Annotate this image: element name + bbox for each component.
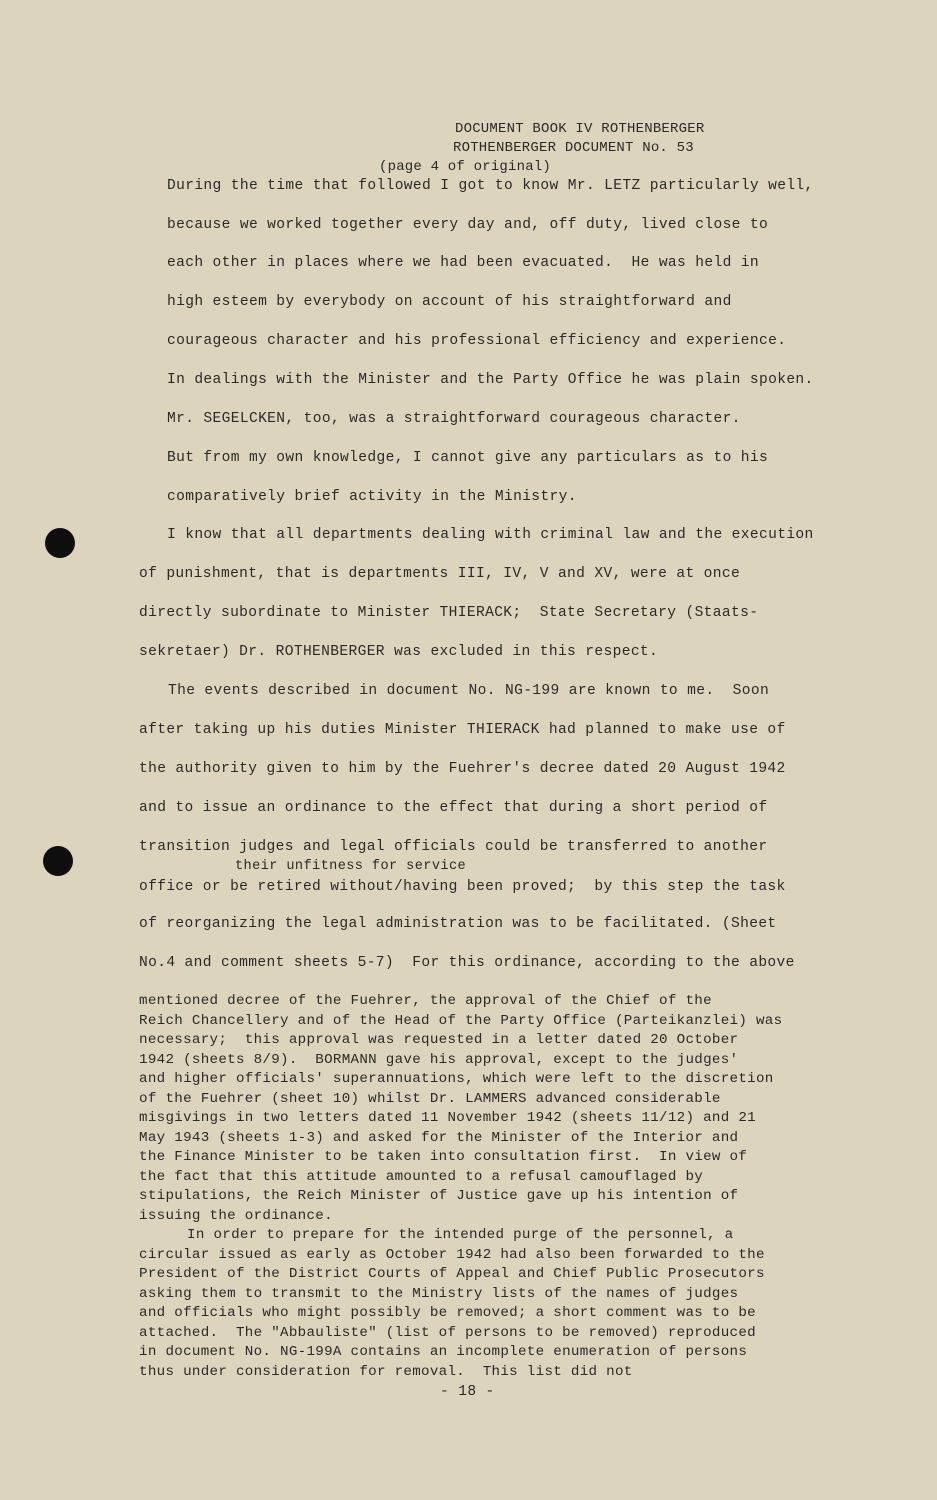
punch-hole-top — [45, 528, 75, 558]
body-line: In dealings with the Minister and the Party Office he was plain spoken. — [167, 372, 814, 388]
body-line: directly subordinate to Minister THIERACK; State Secretary (Staats- — [139, 605, 759, 621]
body-line: office or be retired without/having been proved; by this step the task — [139, 879, 786, 895]
header-line-2: ROTHENBERGER DOCUMENT No. 53 — [453, 140, 694, 156]
body-line: of reorganizing the legal administration was to be facilitated. (Sheet — [139, 916, 777, 932]
body-line: circular issued as early as October 1942 had also been forwarded to the — [139, 1247, 765, 1263]
body-line: and officials who might possibly be removed; a short comment was to be — [139, 1305, 756, 1321]
body-line: Reich Chancellery and of the Head of the Party Office (Parteikanzlei) was — [139, 1013, 783, 1029]
body-line: The events described in document No. NG-199 are known to me. Soon — [168, 683, 770, 699]
body-line: the authority given to him by the Fuehrer's decree dated 20 August 1942 — [139, 761, 786, 777]
header-line-1: DOCUMENT BOOK IV ROTHENBERGER — [455, 121, 705, 137]
body-line: courageous character and his professional efficiency and experience. — [167, 333, 787, 349]
page-number: - 18 - — [440, 1384, 495, 1400]
interlinear-insertion: their unfitness for service — [235, 859, 467, 874]
body-line: comparatively brief activity in the Ministry. — [167, 489, 577, 505]
body-line: Mr. SEGELCKEN, too, was a straightforward courageous character. — [167, 411, 741, 427]
body-line: thus under consideration for removal. This list did not — [139, 1364, 633, 1380]
body-line: No.4 and comment sheets 5-7) For this ordinance, according to the above — [139, 955, 795, 971]
body-line: attached. The "Abbauliste" (list of persons to be removed) reproduced — [139, 1325, 756, 1341]
body-line: and to issue an ordinance to the effect that during a short period of — [139, 800, 768, 816]
body-line: after taking up his duties Minister THIERACK had planned to make use of — [139, 722, 786, 738]
body-line: because we worked together every day and, off duty, lived close to — [167, 217, 769, 233]
body-line: But from my own knowledge, I cannot give any particulars as to his — [167, 450, 769, 466]
body-line: During the time that followed I got to know Mr. LETZ particularly well, — [167, 178, 814, 194]
header-line-3: (page 4 of original) — [379, 159, 552, 175]
body-line: each other in places where we had been evacuated. He was held in — [167, 255, 759, 271]
body-line: mentioned decree of the Fuehrer, the approval of the Chief of the — [139, 993, 712, 1009]
body-line: and higher officials' superannuations, which were left to the discretion — [139, 1071, 774, 1087]
body-line: misgivings in two letters dated 11 November 1942 (sheets 11/12) and 21 — [139, 1110, 756, 1126]
body-line: the Finance Minister to be taken into consultation first. In view of — [139, 1149, 748, 1165]
body-line: May 1943 (sheets 1-3) and asked for the Minister of the Interior and — [139, 1130, 739, 1146]
body-line: the fact that this attitude amounted to a refusal camouflaged by — [139, 1169, 704, 1185]
body-line: of punishment, that is departments III, IV, V and XV, were at once — [139, 566, 741, 582]
punch-hole-bottom — [43, 846, 73, 876]
body-line: of the Fuehrer (sheet 10) whilst Dr. LAMMERS advanced considerable — [139, 1091, 721, 1107]
body-line: I know that all departments dealing with criminal law and the execution — [167, 527, 814, 543]
body-line: necessary; this approval was requested in a letter dated 20 October — [139, 1032, 739, 1048]
body-line: sekretaer) Dr. ROTHENBERGER was excluded in this respect. — [139, 644, 659, 660]
body-line: In order to prepare for the intended purge of the personnel, a — [187, 1227, 734, 1243]
body-line: high esteem by everybody on account of his straightforward and — [167, 294, 732, 310]
body-line: stipulations, the Reich Minister of Justice gave up his intention of — [139, 1188, 739, 1204]
body-line: President of the District Courts of Appeal and Chief Public Prosecutors — [139, 1266, 765, 1282]
body-line: asking them to transmit to the Ministry lists of the names of judges — [139, 1286, 739, 1302]
body-line: transition judges and legal officials could be transferred to another — [139, 839, 768, 855]
body-line: in document No. NG-199A contains an incomplete enumeration of persons — [139, 1344, 748, 1360]
body-line: issuing the ordinance. — [139, 1208, 333, 1224]
body-line: 1942 (sheets 8/9). BORMANN gave his approval, except to the judges' — [139, 1052, 739, 1068]
